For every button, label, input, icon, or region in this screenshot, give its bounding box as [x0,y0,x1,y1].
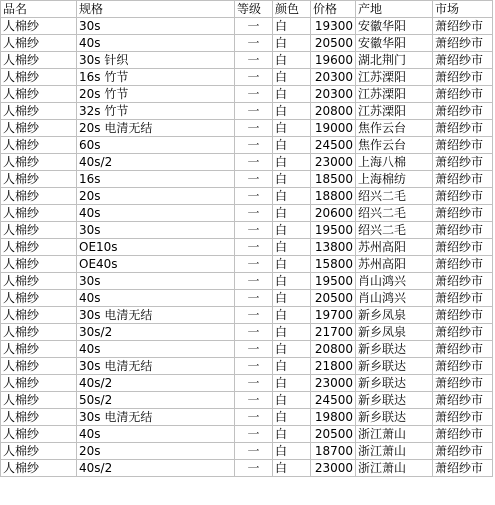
cell-grade: 一 [235,324,273,341]
cell-grade: 一 [235,137,273,154]
cell-color: 白 [273,52,311,69]
cell-spec: 20s [77,188,235,205]
cell-price: 23000 [311,375,356,392]
cell-grade: 一 [235,171,273,188]
cell-origin: 安徽华阳 [356,35,433,52]
cell-price: 19600 [311,52,356,69]
table-row [1,103,493,120]
table-row [1,443,493,460]
cell-market: 萧绍纱市 [433,443,493,460]
cell-market: 萧绍纱市 [433,188,493,205]
cell-market: 萧绍纱市 [433,392,493,409]
table-row [1,409,493,426]
cell-market: 萧绍纱市 [433,137,493,154]
cell-color: 白 [273,35,311,52]
table-row [1,324,493,341]
cell-product-name: 人棉纱 [1,392,77,409]
cell-color: 白 [273,137,311,154]
cell-market: 萧绍纱市 [433,171,493,188]
cell-price: 20800 [311,103,356,120]
cell-market: 萧绍纱市 [433,86,493,103]
table-row [1,137,493,154]
cell-origin: 浙江萧山 [356,443,433,460]
cell-grade: 一 [235,290,273,307]
header-price: 价格 [311,1,356,18]
cell-product-name: 人棉纱 [1,103,77,120]
cell-spec: 40s [77,426,235,443]
table-row [1,290,493,307]
cell-spec: 30s [77,222,235,239]
cell-color: 白 [273,69,311,86]
cell-grade: 一 [235,239,273,256]
cell-price: 24500 [311,392,356,409]
cell-price: 20500 [311,290,356,307]
cell-color: 白 [273,256,311,273]
cell-spec: 40s [77,35,235,52]
cell-origin: 新乡联达 [356,375,433,392]
cell-grade: 一 [235,188,273,205]
cell-spec: 40s [77,341,235,358]
cell-market: 萧绍纱市 [433,222,493,239]
cell-market: 萧绍纱市 [433,324,493,341]
cell-spec: 20s 电清无结 [77,120,235,137]
cell-product-name: 人棉纱 [1,324,77,341]
cell-product-name: 人棉纱 [1,409,77,426]
cell-origin: 新乡联达 [356,341,433,358]
cell-price: 19300 [311,18,356,35]
cell-origin: 新乡联达 [356,358,433,375]
table-row [1,392,493,409]
cell-color: 白 [273,307,311,324]
cell-spec: 30s 电清无结 [77,409,235,426]
cell-color: 白 [273,409,311,426]
table-row [1,426,493,443]
cell-product-name: 人棉纱 [1,52,77,69]
cell-grade: 一 [235,256,273,273]
cell-product-name: 人棉纱 [1,35,77,52]
cell-origin: 新乡联达 [356,409,433,426]
cell-price: 19500 [311,273,356,290]
cell-market: 萧绍纱市 [433,256,493,273]
cell-color: 白 [273,460,311,477]
cell-market: 萧绍纱市 [433,460,493,477]
cell-origin: 江苏溧阳 [356,69,433,86]
cell-origin: 绍兴二毛 [356,222,433,239]
cell-spec: 16s 竹节 [77,69,235,86]
cell-price: 20800 [311,341,356,358]
cell-origin: 江苏溧阳 [356,103,433,120]
cell-spec: 16s [77,171,235,188]
cell-price: 13800 [311,239,356,256]
cell-spec: 30s 电清无结 [77,358,235,375]
cell-grade: 一 [235,120,273,137]
cell-origin: 焦作云台 [356,137,433,154]
cell-product-name: 人棉纱 [1,239,77,256]
cell-product-name: 人棉纱 [1,69,77,86]
table-row [1,154,493,171]
cell-color: 白 [273,222,311,239]
cell-product-name: 人棉纱 [1,375,77,392]
cell-product-name: 人棉纱 [1,188,77,205]
cell-grade: 一 [235,103,273,120]
cell-origin: 肖山鸿兴 [356,273,433,290]
cell-grade: 一 [235,205,273,222]
cell-price: 20300 [311,69,356,86]
cell-grade: 一 [235,409,273,426]
cell-spec: 32s 竹节 [77,103,235,120]
table-row [1,205,493,222]
cell-price: 18700 [311,443,356,460]
cell-market: 萧绍纱市 [433,290,493,307]
table-row [1,35,493,52]
cell-market: 萧绍纱市 [433,205,493,222]
cell-color: 白 [273,358,311,375]
cell-spec: 30s/2 [77,324,235,341]
cell-origin: 绍兴二毛 [356,188,433,205]
table-row [1,188,493,205]
cell-spec: 40s/2 [77,154,235,171]
cell-price: 15800 [311,256,356,273]
cell-product-name: 人棉纱 [1,307,77,324]
cell-price: 23000 [311,154,356,171]
cell-market: 萧绍纱市 [433,273,493,290]
cell-origin: 苏州高阳 [356,256,433,273]
cell-price: 21800 [311,358,356,375]
cell-price: 20600 [311,205,356,222]
cell-price: 20500 [311,35,356,52]
cell-price: 19800 [311,409,356,426]
cell-color: 白 [273,86,311,103]
cell-market: 萧绍纱市 [433,239,493,256]
cell-price: 18800 [311,188,356,205]
cell-color: 白 [273,443,311,460]
table-row [1,69,493,86]
cell-color: 白 [273,375,311,392]
cell-price: 20300 [311,86,356,103]
cell-color: 白 [273,205,311,222]
table-row [1,307,493,324]
cell-spec: 20s [77,443,235,460]
cell-grade: 一 [235,35,273,52]
cell-product-name: 人棉纱 [1,86,77,103]
cell-grade: 一 [235,392,273,409]
cell-market: 萧绍纱市 [433,35,493,52]
cell-origin: 浙江萧山 [356,426,433,443]
table-row [1,273,493,290]
table-row [1,18,493,35]
cell-spec: 60s [77,137,235,154]
cell-color: 白 [273,154,311,171]
cell-grade: 一 [235,86,273,103]
cell-market: 萧绍纱市 [433,358,493,375]
cell-product-name: 人棉纱 [1,18,77,35]
cell-origin: 焦作云台 [356,120,433,137]
cell-color: 白 [273,324,311,341]
cell-spec: 40s/2 [77,460,235,477]
cell-color: 白 [273,18,311,35]
cell-color: 白 [273,273,311,290]
header-grade: 等级 [235,1,273,18]
cell-price: 19700 [311,307,356,324]
cell-price: 24500 [311,137,356,154]
cell-product-name: 人棉纱 [1,358,77,375]
cell-product-name: 人棉纱 [1,154,77,171]
cell-grade: 一 [235,222,273,239]
cell-origin: 上海棉纺 [356,171,433,188]
cell-origin: 江苏溧阳 [356,86,433,103]
cell-origin: 湖北荆门 [356,52,433,69]
cell-product-name: 人棉纱 [1,256,77,273]
cell-grade: 一 [235,375,273,392]
table-row [1,358,493,375]
cell-origin: 上海八棉 [356,154,433,171]
table-row [1,239,493,256]
table-row [1,120,493,137]
table-row [1,222,493,239]
cell-market: 萧绍纱市 [433,426,493,443]
cell-product-name: 人棉纱 [1,137,77,154]
table-body [1,18,493,477]
cell-spec: 30s [77,18,235,35]
cell-grade: 一 [235,273,273,290]
header-row [1,1,493,18]
table-row [1,256,493,273]
cell-spec: OE40s [77,256,235,273]
cell-grade: 一 [235,426,273,443]
header-origin: 产地 [356,1,433,18]
table-row [1,52,493,69]
cell-market: 萧绍纱市 [433,69,493,86]
table-row [1,171,493,188]
cell-origin: 新乡凤泉 [356,307,433,324]
cell-spec: 30s 电清无结 [77,307,235,324]
cell-color: 白 [273,120,311,137]
cell-market: 萧绍纱市 [433,341,493,358]
cell-product-name: 人棉纱 [1,443,77,460]
table-row [1,375,493,392]
cell-product-name: 人棉纱 [1,273,77,290]
cell-grade: 一 [235,52,273,69]
header-product-name: 品名 [1,1,77,18]
cell-product-name: 人棉纱 [1,460,77,477]
cell-market: 萧绍纱市 [433,52,493,69]
header-color: 颜色 [273,1,311,18]
cell-product-name: 人棉纱 [1,120,77,137]
cell-grade: 一 [235,358,273,375]
cell-color: 白 [273,239,311,256]
cell-product-name: 人棉纱 [1,290,77,307]
table-row [1,341,493,358]
cell-price: 21700 [311,324,356,341]
cell-spec: 30s [77,273,235,290]
cell-spec: OE10s [77,239,235,256]
cell-grade: 一 [235,307,273,324]
cell-grade: 一 [235,443,273,460]
cell-market: 萧绍纱市 [433,18,493,35]
cell-price: 23000 [311,460,356,477]
cell-product-name: 人棉纱 [1,171,77,188]
cell-price: 19000 [311,120,356,137]
cell-grade: 一 [235,154,273,171]
cell-market: 萧绍纱市 [433,375,493,392]
cell-market: 萧绍纱市 [433,409,493,426]
cell-color: 白 [273,171,311,188]
cell-grade: 一 [235,341,273,358]
cell-origin: 浙江萧山 [356,460,433,477]
cell-grade: 一 [235,69,273,86]
cell-market: 萧绍纱市 [433,154,493,171]
cell-product-name: 人棉纱 [1,222,77,239]
cell-price: 20500 [311,426,356,443]
table-row [1,460,493,477]
header-market: 市场 [433,1,493,18]
cell-product-name: 人棉纱 [1,426,77,443]
cell-spec: 20s 竹节 [77,86,235,103]
cell-origin: 安徽华阳 [356,18,433,35]
cell-origin: 绍兴二毛 [356,205,433,222]
cell-color: 白 [273,103,311,120]
cell-color: 白 [273,426,311,443]
cell-origin: 新乡凤泉 [356,324,433,341]
cell-price: 18500 [311,171,356,188]
cell-product-name: 人棉纱 [1,205,77,222]
cell-spec: 40s/2 [77,375,235,392]
cell-color: 白 [273,392,311,409]
cell-spec: 40s [77,290,235,307]
header-spec: 规格 [77,1,235,18]
cell-color: 白 [273,188,311,205]
cell-color: 白 [273,341,311,358]
cell-price: 19500 [311,222,356,239]
cell-market: 萧绍纱市 [433,103,493,120]
cell-market: 萧绍纱市 [433,307,493,324]
cell-grade: 一 [235,18,273,35]
cell-spec: 30s 针织 [77,52,235,69]
cell-product-name: 人棉纱 [1,341,77,358]
cell-origin: 肖山鸿兴 [356,290,433,307]
cell-grade: 一 [235,460,273,477]
cell-spec: 40s [77,205,235,222]
cell-spec: 50s/2 [77,392,235,409]
cell-market: 萧绍纱市 [433,120,493,137]
cell-origin: 苏州高阳 [356,239,433,256]
table-row [1,86,493,103]
cell-color: 白 [273,290,311,307]
cell-origin: 新乡联达 [356,392,433,409]
